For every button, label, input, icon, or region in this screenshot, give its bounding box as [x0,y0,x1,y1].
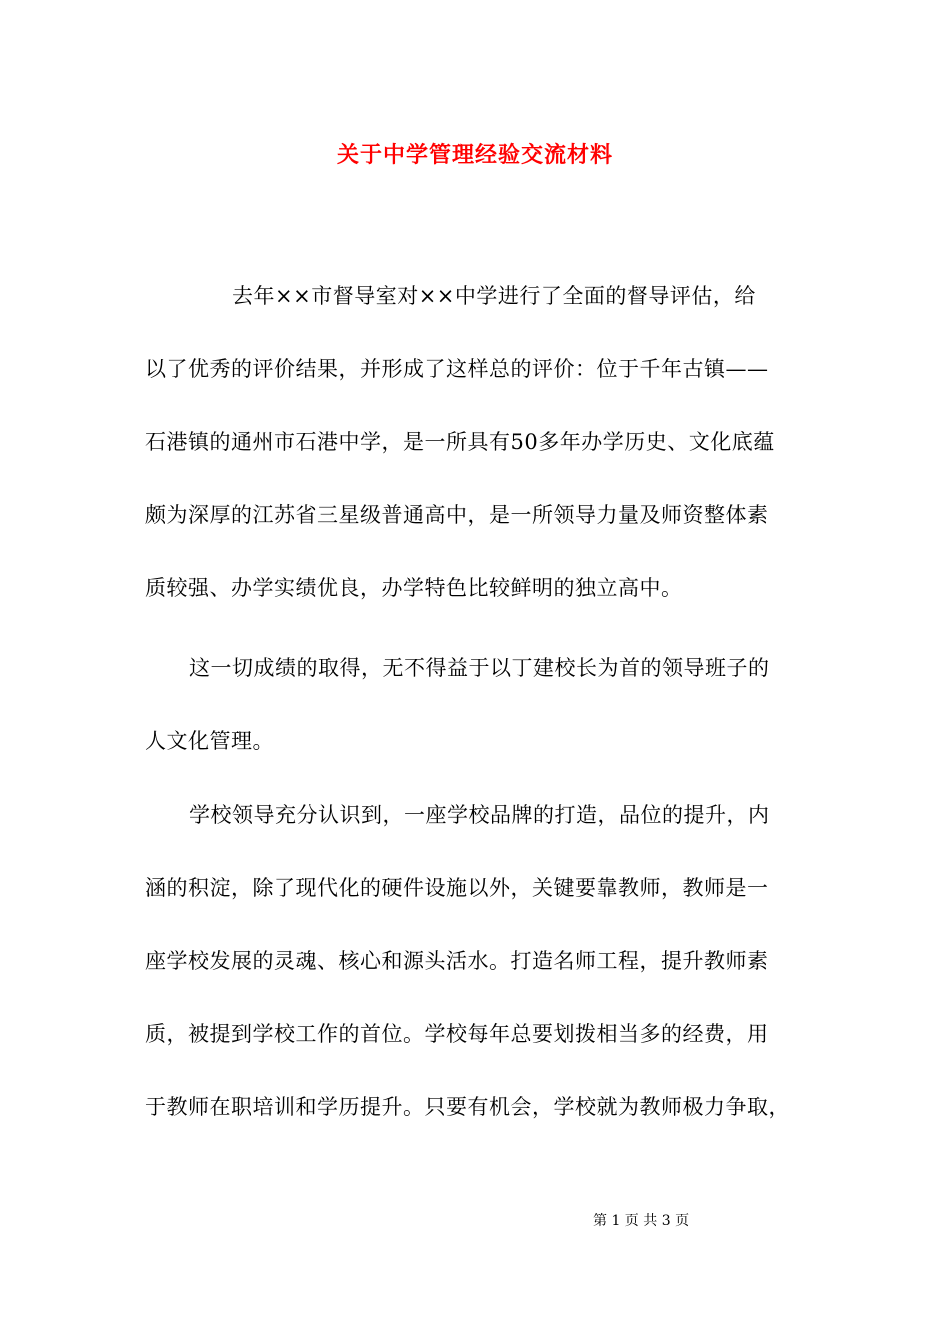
document-title: 关于中学管理经验交流材料 [336,142,613,168]
paragraph-line: 于教师在职培训和学历提升。只要有机会，学校就为教师极力争取， [145,1095,790,1119]
paragraph-line: 座学校发展的灵魂、核心和源头活水。打造名师工程，提升教师素 [145,949,769,973]
page-number: 第 1 页 共 3 页 [593,1213,690,1229]
paragraph-line: 人文化管理。 [145,729,274,753]
paragraph-line: 颇为深厚的江苏省三星级普通高中，是一所领导力量及师资整体素 [145,503,769,527]
paragraph-line: 去年××市督导室对××中学进行了全面的督导评估，给 [232,284,756,308]
paragraph-line: 石港镇的通州市石港中学，是一所具有50多年办学历史、文化底蕴 [145,430,775,454]
paragraph-line: 学校领导充分认识到，一座学校品牌的打造，品位的提升，内 [189,803,770,827]
paragraph-line: 质较强、办学实绩优良，办学特色比较鲜明的独立高中。 [145,576,683,600]
paragraph-line: 涵的积淀，除了现代化的硬件设施以外，关键要靠教师，教师是一 [145,876,769,900]
paragraph-line: 质，被提到学校工作的首位。学校每年总要划拨相当多的经费，用 [145,1022,769,1046]
paragraph-line: 以了优秀的评价结果，并形成了这样总的评价：位于千年古镇—— [145,357,769,381]
paragraph-line: 这一切成绩的取得，无不得益于以丁建校长为首的领导班子的 [189,656,770,680]
